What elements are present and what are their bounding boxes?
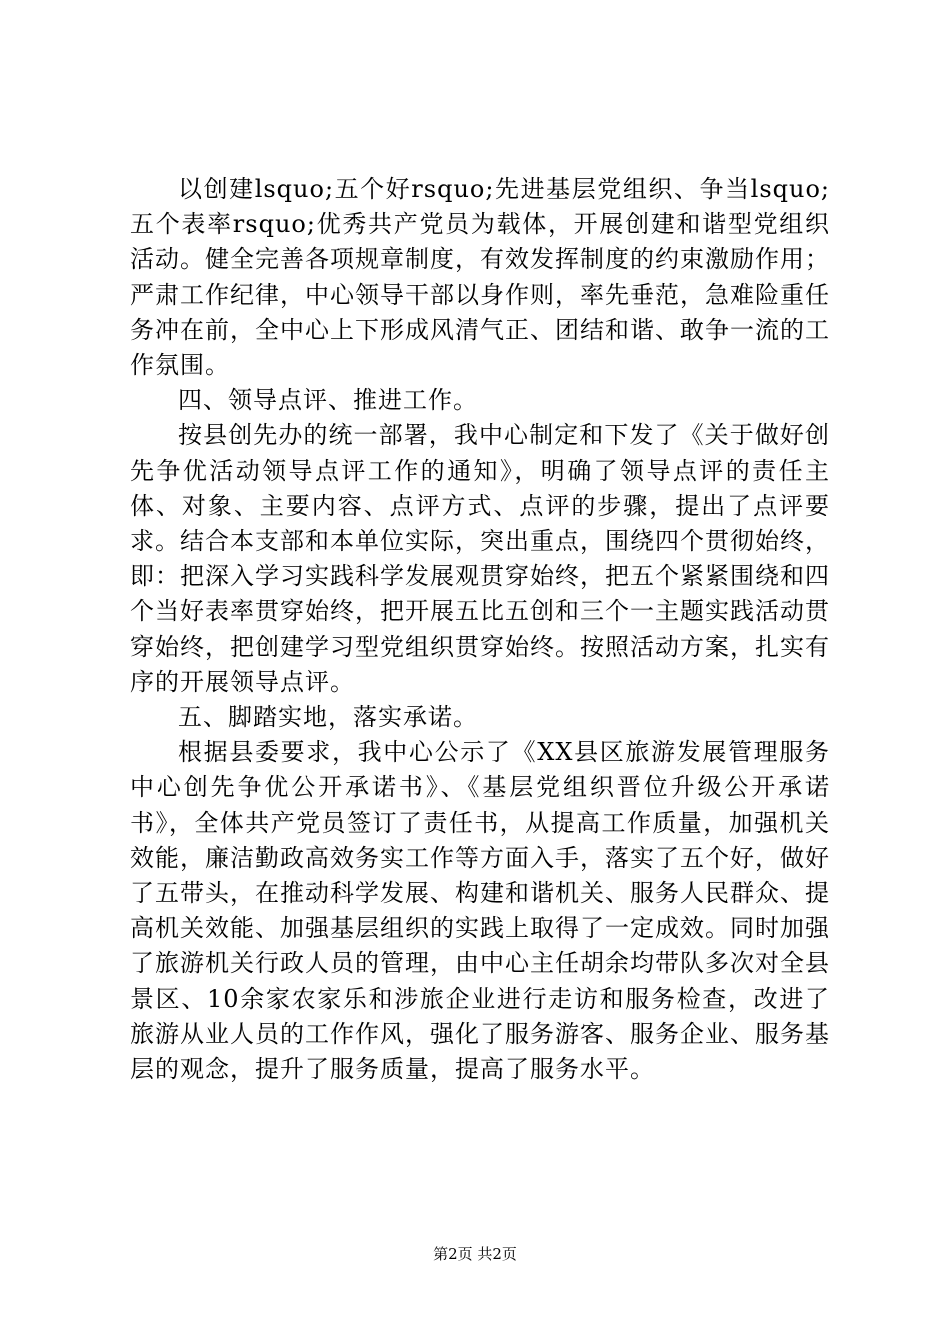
page-footer: 第2页 共2页 xyxy=(433,1245,517,1263)
paragraph-leadership-review: 按县创先办的统一部署，我中心制定和下发了《关于做好创先争优活动领导点评工作的通知》，明确了领导点评的责任主体、对象、主要内容、点评方式、点评的步骤，提出了点评要求。结合本支部和本单位实际，突出重点，围绕四个贯彻始终，即：把深入学习实践科学发展观贯穿始终，把五个紧紧围绕和四个当好表率贯穿始终，把开展五比五创和三个一主题实践活动贯穿始终，把创建学习型党组织贯穿始终。按照活动方案，扎实有序的开展领导点评。 xyxy=(130,421,830,696)
section-heading-5: 五、脚踏实地，落实承诺。 xyxy=(178,703,478,732)
paragraph-party-activities: 以创建lsquo;五个好rsquo;先进基层党组织、争当lsquo;五个表率rsquo;优秀共产党员为载体，开展创建和谐型党组织活动。健全完善各项规章制度，有效发挥制度的约束激励作用；严肃工作纪律，中心领导干部以身作则，率先垂范，急难险重任务冲在前，全中心上下形成风清气正、团结和谐、敢争一流的工作氛围。 xyxy=(130,175,830,380)
paragraph-commitments: 根据县委要求，我中心公示了《XX县区旅游发展管理服务中心创先争优公开承诺书》、《基层党组织晋位升级公开承诺书》，全体共产党员签订了责任书，从提高工作质量，加强机关效能，廉洁勤政高效务实工作等方面入手，落实了五个好，做好了五带头，在推动科学发展、构建和谐机关、服务人民群众、提高机关效能、加强基层组织的实践上取得了一定成效。同时加强了旅游机关行政人员的管理，由中心主任胡余均带队多次对全县景区、10余家农家乐和涉旅企业进行走访和服务检查，改进了旅游从业人员的工作作风，强化了服务游客、服务企业、服务基层的观念，提升了服务质量，提高了服务水平。 xyxy=(130,738,830,1084)
section-heading-4: 四、领导点评、推进工作。 xyxy=(178,386,478,415)
document-body xyxy=(130,172,830,1087)
